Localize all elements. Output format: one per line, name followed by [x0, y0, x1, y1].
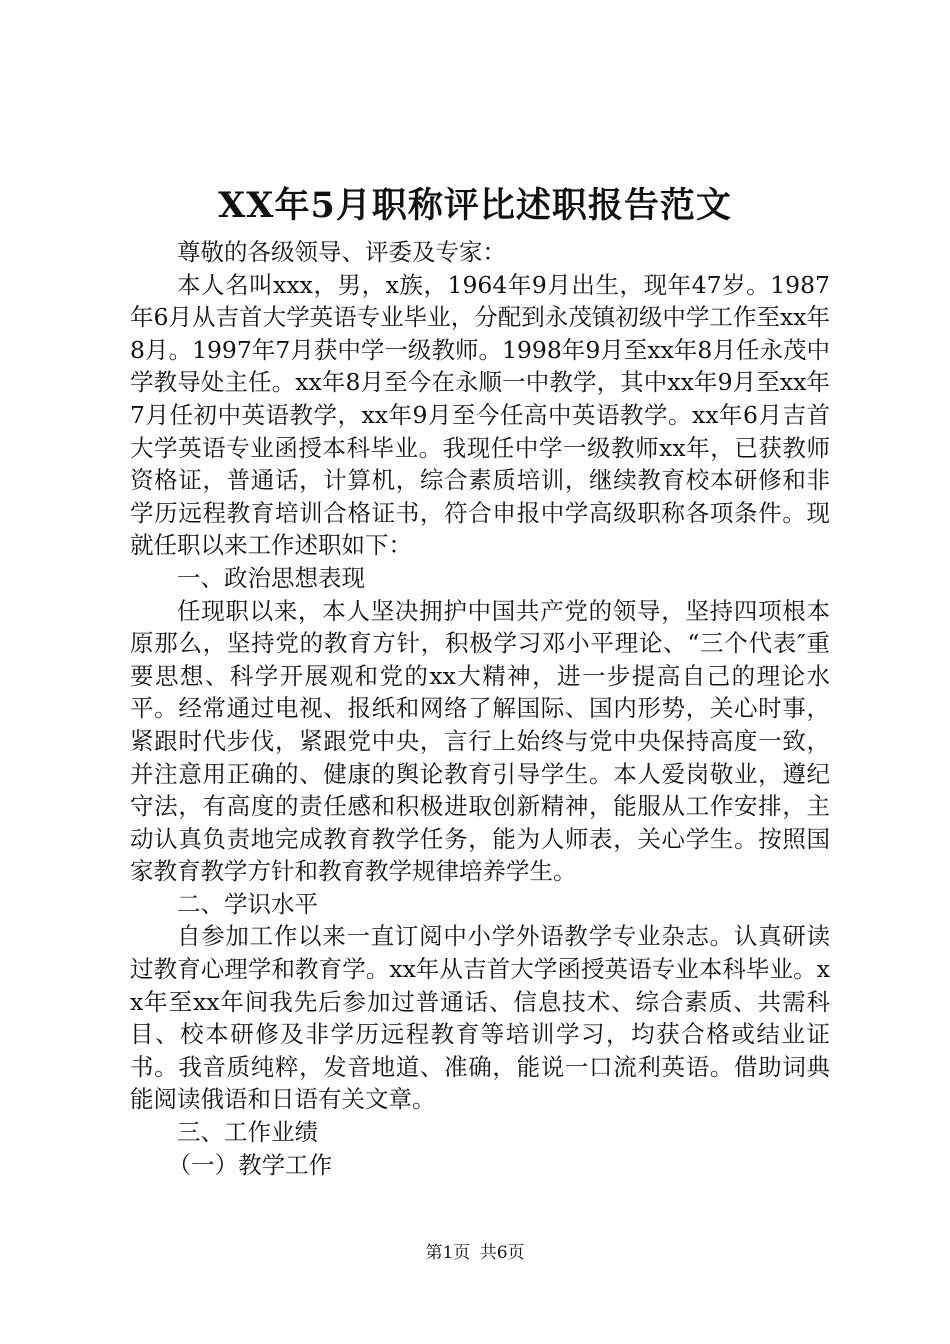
page-footer: [0, 1242, 950, 1264]
knowledge-paragraph: 自参加工作以来一直订阅中小学外语教学专业杂志。认真研读过教育心理学和教育学。xx年从吉首大学函授英语专业本科毕业。xx年至xx年间我先后参加过普通话、信息技术、综合素质、共需科目、校本研修及非学历远程教育等培训学习，均获合格或结业证书。我音质纯粹，发音地道、准确，能说一口流利英语。借助词典能阅读俄语和日语有关文章。: [130, 922, 830, 1114]
page-total: 共6页: [479, 1243, 525, 1263]
document-title: XX年5月职称评比述职报告范文: [218, 185, 732, 226]
document-body: [130, 236, 830, 1181]
section-heading-politics: 一、政治思想表现: [177, 563, 365, 592]
section-heading-achievements: 三、工作业绩: [177, 1118, 318, 1147]
politics-paragraph: 任现职以来，本人坚决拥护中国共产党的领导，坚持四项根本原那么，坚持党的教育方针，积极学习邓小平理论、“三个代表″重要思想、科学开展观和党的xx大精神，进一步提高自己的理论水平。经常通过电视、报纸和网络了解国际、国内形势，关心时事，紧跟时代步伐，紧跟党中央，言行上始终与党中央保持高度一致，并注意用正确的、健康的舆论教育引导学生。本人爱岗敬业，遵纪守法，有高度的责任感和积极进取创新精神，能服从工作安排，主动认真负责地完成教育教学任务，能为人师表，关心学生。按照国家教育教学方针和教育教学规律培养学生。: [130, 596, 830, 886]
page-number: 第1页: [425, 1243, 471, 1263]
salutation-paragraph: 尊敬的各级领导、评委及专家：: [177, 238, 506, 266]
section-heading-knowledge: 二、学识水平: [177, 889, 318, 918]
subsection-heading-teaching: （一）教学工作: [167, 1150, 333, 1179]
intro-paragraph: 本人名叫xxx，男，x族，1964年9月出生，现年47岁。1987年6月从吉首大学英语专业毕业，分配到永茂镇初级中学工作至xx年8月。1997年7月获中学一级教师。1998年9月至xx年8月任永茂中学教导处主任。xx年8月至今在永顺一中教学，其中xx年9月至xx年7月任初中英语教学，xx年9月至今任高中英语教学。xx年6月吉首大学英语专业函授本科毕业。我现任中学一级教师xx年，已获教师资格证，普通话，计算机，综合素质培训，继续教育校本研修和非学历远程教育培训合格证书，符合申报中学高级职称各项条件。现就任职以来工作述职如下：: [130, 270, 830, 560]
